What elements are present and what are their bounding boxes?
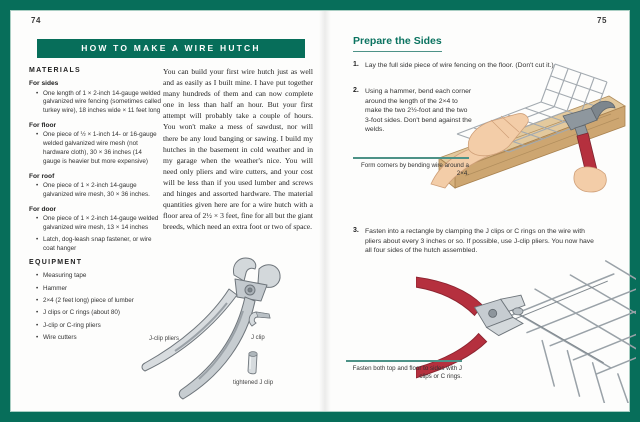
step-number: 3. <box>353 227 359 234</box>
materials-group-roof <box>29 173 161 200</box>
group-label: For roof <box>29 172 55 180</box>
list-item: • 2×4 (2 feet long) piece of lumber <box>36 297 161 306</box>
materials-group-floor <box>29 122 161 167</box>
group-label: For sides <box>29 80 59 87</box>
caption-rule <box>353 157 469 159</box>
tightened-jclip-illustration <box>241 349 265 377</box>
jclip-illustration <box>244 307 274 333</box>
step-text: Lay the full side piece of wire fencing on the floor. (Don't cut it.) <box>365 62 554 69</box>
section-heading: Prepare the Sides <box>353 35 442 52</box>
equipment-heading: EQUIPMENT <box>29 259 83 267</box>
book-sheet <box>10 10 630 412</box>
pliers-label: J-clip pliers <box>149 336 180 342</box>
caption-bend-wire: Form corners by bending wire around a 2×4. <box>361 162 469 178</box>
group-label: For floor <box>29 121 57 129</box>
list-item: • One length of 1 × 2-inch 14-gauge welded galvanized wire fencing (sometimes called turkey wire), 18 inches wide × 11 feet long <box>36 90 161 116</box>
intro-paragraph: You can build your first wire hutch just as well and as easily as I built mine. I have put together many hundreds of them and can now complete one in less than half an hour. But your first attempt will probably take a couple of hours. You won't make a mess of sawdust, nor will there be any loud banging or sawing. I build my hutches in the basement in cold weather and in my garage when the weather's nice. You will need only pliers and wire cutters, and your cost will be less than if you used lumber and screws and hinges and assorted hardware. The material quantities given here are for a wire hutch with a floor area of 2½ × 3 feet, fine for all but the giant breeds, which need an extra foot or two of space. <box>163 67 313 232</box>
materials-group-door <box>29 206 161 254</box>
list-item: • Latch, dog-leash snap fastener, or wire coat hanger <box>36 236 161 254</box>
list-item: • One piece of 1 × 2-inch 14-gauge welded galvanized wire mesh, 13 × 14 inches <box>36 215 161 233</box>
step-text: Using a hammer, bend each corner around the length of the 2×4 to make the two 2½-foot and the two 3-foot sides. Don't bend against the welds. <box>365 88 472 134</box>
caption-fasten-clips: Fasten both top and floor to sides with J clips or C rings. <box>352 365 462 381</box>
group-label: For door <box>29 205 57 213</box>
step-3 <box>353 227 601 256</box>
caption-rule <box>346 360 462 362</box>
list-item: • Wire cutters <box>36 334 161 343</box>
step-text: Fasten into a rectangle by clamping the J clips or C rings on the wire with pliers about every 3 inches or so. If possible, use J-clip pliers. You now have all four sides of the hutch assembled. <box>365 228 594 255</box>
page-gutter <box>319 11 331 411</box>
jclip-pliers-illustration <box>131 253 301 403</box>
list-item: • One piece of 1 × 2-inch 14-gauge galvanized wire mesh, 30 × 36 inches. <box>36 182 161 200</box>
list-item: • J clips or C rings (about 80) <box>36 309 161 318</box>
list-item: • Hammer <box>36 285 161 294</box>
jclip-label: J clip <box>251 335 265 341</box>
chapter-banner: HOW TO MAKE A WIRE HUTCH <box>37 39 305 58</box>
tightened-jclip-label: tightened J clip <box>233 380 274 386</box>
list-item: • J-clip or C-ring pliers <box>36 322 161 331</box>
list-item: • Measuring tape <box>36 272 161 281</box>
page-number-left: 74 <box>31 16 41 25</box>
list-item: • One piece of ½ × 1-inch 14- or 16-gauge welded galvanized wire mesh (not hardware cloth), 30 × 36 inches (14 gauge is heavier but more expensive) <box>36 131 161 166</box>
materials-group-sides <box>29 80 161 116</box>
materials-heading: MATERIALS <box>29 67 82 74</box>
page-number-right: 75 <box>597 16 607 25</box>
step-number: 1. <box>353 61 359 68</box>
step-number: 2. <box>353 87 359 94</box>
